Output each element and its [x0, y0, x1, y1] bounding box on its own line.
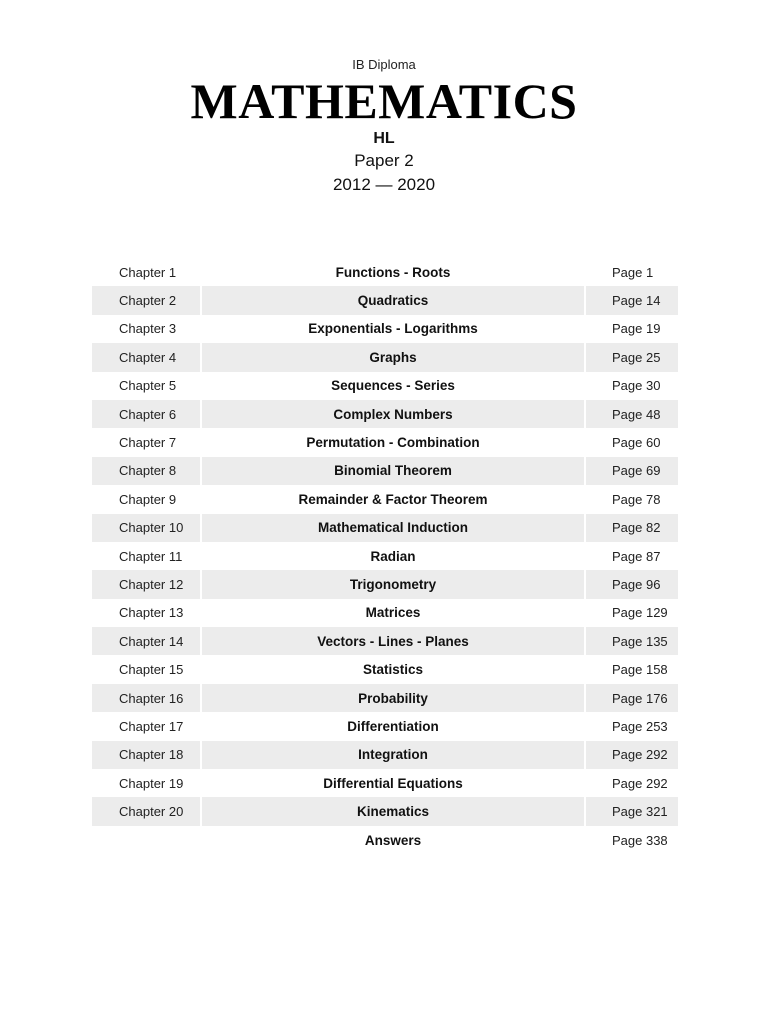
toc-chapter-label: Chapter 9	[119, 491, 177, 507]
toc-chapter-label: Chapter 4	[119, 349, 177, 365]
table-of-contents	[92, 258, 678, 854]
toc-page-number: Page 321	[612, 804, 668, 820]
toc-chapter-title: Remainder & Factor Theorem	[298, 491, 488, 507]
toc-chapter-title: Quadratics	[200, 286, 586, 314]
toc-chapter-title: Statistics	[362, 662, 424, 678]
toc-chapter-title: Trigonometry	[200, 570, 586, 598]
toc-chapter-label: Chapter 16	[119, 690, 184, 706]
toc-page-number: Page 14	[612, 293, 661, 309]
toc-row	[92, 400, 678, 428]
toc-row	[92, 570, 678, 598]
toc-row	[92, 286, 678, 314]
toc-chapter-label: Chapter 3	[119, 321, 177, 337]
toc-chapter-title: Integration	[200, 741, 586, 769]
toc-row	[92, 258, 678, 286]
toc-chapter-label: Chapter 18	[119, 747, 184, 763]
toc-row	[92, 542, 678, 570]
toc-chapter-title: Differentiation	[347, 718, 439, 734]
toc-page-number: Page 176	[612, 690, 668, 706]
toc-chapter-title: Vectors - Lines - Planes	[200, 627, 586, 655]
paper-label: Paper 2	[354, 151, 414, 170]
toc-page-number: Page 1	[612, 264, 654, 280]
toc-chapter-label: Chapter 1	[119, 264, 177, 280]
toc-chapter-label: Chapter 19	[119, 775, 184, 791]
toc-row	[92, 741, 678, 769]
toc-chapter-title: Sequences - Series	[331, 378, 455, 394]
toc-chapter-title: Probability	[200, 684, 586, 712]
toc-row	[92, 485, 678, 513]
toc-chapter-label: Chapter 15	[119, 662, 184, 678]
toc-row	[92, 428, 678, 456]
toc-chapter-title: Kinematics	[200, 797, 586, 825]
toc-chapter-label: Chapter 2	[119, 293, 177, 309]
toc-chapter-label: Chapter 7	[119, 435, 177, 451]
toc-page-number: Page 25	[612, 349, 661, 365]
toc-row	[92, 514, 678, 542]
toc-chapter-label: Chapter 5	[119, 378, 177, 394]
toc-chapter-title: Differential Equations	[323, 775, 463, 791]
toc-row	[92, 343, 678, 371]
toc-chapter-label: Chapter 17	[119, 718, 184, 734]
toc-chapter-title: Radian	[370, 548, 416, 564]
toc-chapter-label: Chapter 12	[119, 576, 184, 592]
toc-chapter-label: Chapter 20	[119, 804, 184, 820]
toc-page-number: Page 135	[612, 633, 668, 649]
toc-chapter-label: Chapter 10	[119, 520, 184, 536]
toc-chapter-title: Mathematical Induction	[200, 514, 586, 542]
toc-row	[92, 599, 678, 627]
toc-row	[92, 769, 678, 797]
toc-chapter-title: Binomial Theorem	[200, 457, 586, 485]
document-title: MATHEMATICS	[190, 73, 578, 129]
toc-chapter-title: Functions - Roots	[335, 264, 451, 280]
toc-chapter-title: Permutation - Combination	[306, 435, 480, 451]
toc-page-number: Page 338	[612, 832, 668, 848]
toc-page-number: Page 292	[612, 775, 668, 791]
toc-page-number: Page 30	[612, 378, 661, 394]
toc-page-number: Page 19	[612, 321, 661, 337]
level-label: HL	[373, 130, 395, 147]
toc-chapter-label: Chapter 14	[119, 633, 184, 649]
toc-page-number: Page 82	[612, 520, 661, 536]
toc-chapter-title: Exponentials - Logarithms	[308, 321, 478, 337]
toc-row	[92, 797, 678, 825]
toc-chapter-label: Chapter 8	[119, 463, 177, 479]
toc-page-number: Page 292	[612, 747, 668, 763]
toc-row	[92, 826, 678, 854]
toc-chapter-title: Answers	[364, 832, 422, 848]
toc-chapter-title: Complex Numbers	[200, 400, 586, 428]
toc-page-number: Page 78	[612, 491, 661, 507]
years-label: 2012 — 2020	[332, 175, 436, 194]
toc-page-number: Page 253	[612, 718, 668, 734]
toc-chapter-label: Chapter 11	[119, 548, 183, 564]
toc-chapter-title: Matrices	[365, 605, 421, 621]
toc-page-number: Page 60	[612, 435, 661, 451]
toc-row	[92, 315, 678, 343]
toc-page-number: Page 96	[612, 576, 661, 592]
toc-row	[92, 627, 678, 655]
toc-row	[92, 684, 678, 712]
toc-row	[92, 372, 678, 400]
toc-chapter-title: Graphs	[200, 343, 586, 371]
toc-row	[92, 655, 678, 683]
toc-row	[92, 712, 678, 740]
toc-chapter-label: Chapter 13	[119, 605, 184, 621]
toc-row	[92, 457, 678, 485]
toc-page-number: Page 87	[612, 548, 661, 564]
toc-chapter-label: Chapter 6	[119, 406, 177, 422]
program-label: IB Diploma	[352, 57, 416, 72]
toc-page-number: Page 129	[612, 605, 668, 621]
toc-page-number: Page 69	[612, 463, 661, 479]
toc-page-number: Page 48	[612, 406, 661, 422]
toc-page-number: Page 158	[612, 662, 668, 678]
